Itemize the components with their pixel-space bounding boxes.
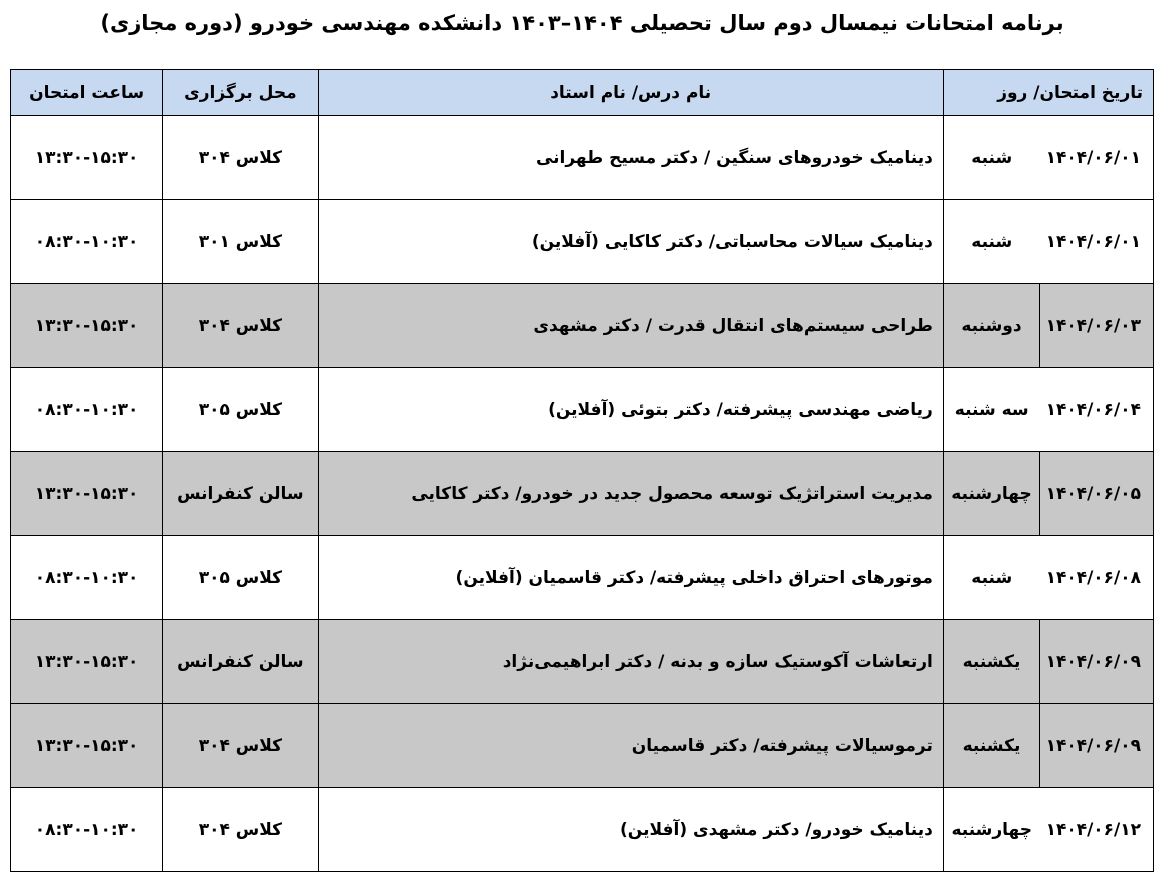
exam-time: ۱۳:۳۰-۱۵:۳۰ bbox=[11, 284, 163, 368]
page-title: برنامه امتحانات نیمسال دوم سال تحصیلی ۱۴۰۴–۱۴۰۳ دانشکده مهندسی خودرو (دوره مجازی) bbox=[100, 11, 1064, 35]
exam-day: چهارشنبه bbox=[943, 788, 1039, 872]
exam-time: ۱۳:۳۰-۱۵:۳۰ bbox=[11, 452, 163, 536]
exam-date: ۱۴۰۴/۰۶/۰۵ bbox=[1040, 452, 1154, 536]
exam-time: ۰۸:۳۰-۱۰:۳۰ bbox=[11, 788, 163, 872]
exam-venue: کلاس ۳۰۴ bbox=[163, 788, 318, 872]
exam-venue: کلاس ۳۰۴ bbox=[163, 116, 318, 200]
course-teacher: مدیریت استراتژیک توسعه محصول جدید در خودرو/ دکتر کاکایی bbox=[318, 452, 943, 536]
table-row bbox=[11, 620, 1154, 704]
course-teacher: دینامیک خودروهای سنگین / دکتر مسیح طهرانی bbox=[318, 116, 943, 200]
exam-day: شنبه bbox=[943, 200, 1039, 284]
course-teacher: دینامیک سیالات محاسباتی/ دکتر کاکایی (آفلاین) bbox=[318, 200, 943, 284]
table-row bbox=[11, 284, 1154, 368]
exam-venue: کلاس ۳۰۵ bbox=[163, 536, 318, 620]
exam-time: ۱۳:۳۰-۱۵:۳۰ bbox=[11, 704, 163, 788]
course-teacher: ارتعاشات آکوستیک سازه و بدنه / دکتر ابراهیمی‌نژاد bbox=[318, 620, 943, 704]
exam-date: ۱۴۰۴/۰۶/۱۲ bbox=[1040, 788, 1154, 872]
course-teacher: دینامیک خودرو/ دکتر مشهدی (آفلاین) bbox=[318, 788, 943, 872]
course-teacher: موتورهای احتراق داخلی پیشرفته/ دکتر قاسمیان (آفلاین) bbox=[318, 536, 943, 620]
exam-time: ۱۳:۳۰-۱۵:۳۰ bbox=[11, 620, 163, 704]
table-row bbox=[11, 452, 1154, 536]
exam-time: ۰۸:۳۰-۱۰:۳۰ bbox=[11, 368, 163, 452]
exam-time: ۰۸:۳۰-۱۰:۳۰ bbox=[11, 200, 163, 284]
table-row bbox=[11, 116, 1154, 200]
table-row bbox=[11, 704, 1154, 788]
exam-time: ۱۳:۳۰-۱۵:۳۰ bbox=[11, 116, 163, 200]
exam-day: یکشنبه bbox=[943, 704, 1039, 788]
course-teacher: طراحی سیستم‌های انتقال قدرت / دکتر مشهدی bbox=[318, 284, 943, 368]
exam-venue: کلاس ۳۰۴ bbox=[163, 704, 318, 788]
exam-date: ۱۴۰۴/۰۶/۰۳ bbox=[1040, 284, 1154, 368]
exam-venue: سالن کنفرانس bbox=[163, 452, 318, 536]
table-body bbox=[11, 116, 1154, 872]
exam-venue: کلاس ۳۰۵ bbox=[163, 368, 318, 452]
exam-venue: کلاس ۳۰۴ bbox=[163, 284, 318, 368]
exam-time: ۰۸:۳۰-۱۰:۳۰ bbox=[11, 536, 163, 620]
header-time: ساعت امتحان bbox=[11, 70, 163, 116]
exam-day: چهارشنبه bbox=[943, 452, 1039, 536]
table-header-row bbox=[11, 70, 1154, 116]
exam-date: ۱۴۰۴/۰۶/۰۹ bbox=[1040, 704, 1154, 788]
exam-venue: کلاس ۳۰۱ bbox=[163, 200, 318, 284]
header-course-teacher: نام درس/ نام استاد bbox=[318, 70, 943, 116]
header-venue: محل برگزاری bbox=[163, 70, 318, 116]
course-teacher: ترموسیالات پیشرفته/ دکتر قاسمیان bbox=[318, 704, 943, 788]
exam-date: ۱۴۰۴/۰۶/۰۹ bbox=[1040, 620, 1154, 704]
exam-date: ۱۴۰۴/۰۶/۰۴ bbox=[1040, 368, 1154, 452]
exam-day: شنبه bbox=[943, 536, 1039, 620]
exam-day: دوشنبه bbox=[943, 284, 1039, 368]
table-row bbox=[11, 368, 1154, 452]
table-row bbox=[11, 200, 1154, 284]
exam-day: یکشنبه bbox=[943, 620, 1039, 704]
exam-day: شنبه bbox=[943, 116, 1039, 200]
course-teacher: ریاضی مهندسی پیشرفته/ دکتر بتوئی (آفلاین) bbox=[318, 368, 943, 452]
table-row bbox=[11, 536, 1154, 620]
exam-date: ۱۴۰۴/۰۶/۰۱ bbox=[1040, 200, 1154, 284]
exam-date: ۱۴۰۴/۰۶/۰۸ bbox=[1040, 536, 1154, 620]
exam-date: ۱۴۰۴/۰۶/۰۱ bbox=[1040, 116, 1154, 200]
exam-day: سه شنبه bbox=[943, 368, 1039, 452]
header-date-day: تاریخ امتحان/ روز bbox=[943, 70, 1153, 116]
exam-venue: سالن کنفرانس bbox=[163, 620, 318, 704]
table-row bbox=[11, 788, 1154, 872]
exam-schedule-table bbox=[10, 69, 1154, 872]
